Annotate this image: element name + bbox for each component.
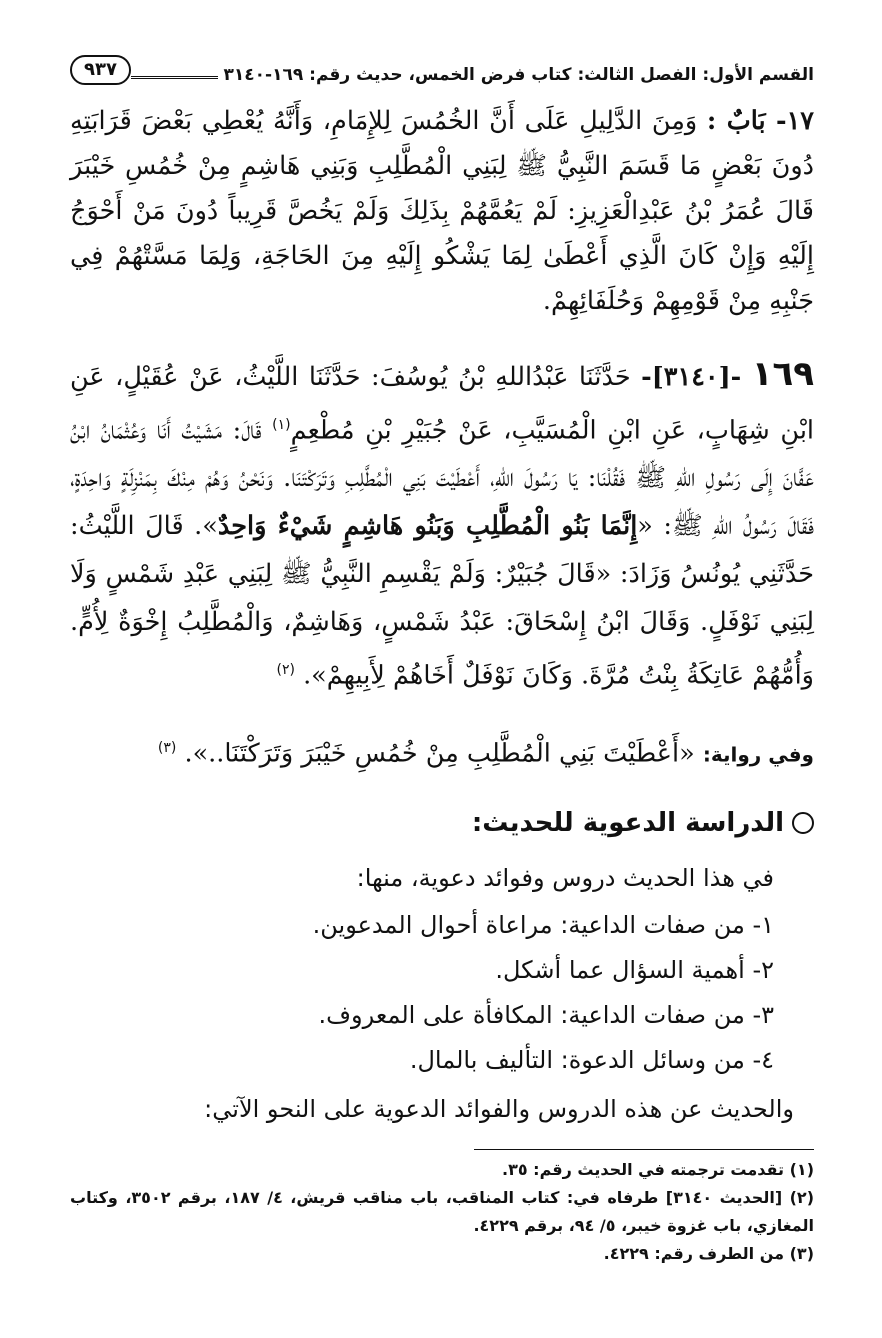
list-item: ٤- من وسائل الدعوة: التأليف بالمال. — [409, 1046, 774, 1074]
header-divider — [131, 72, 218, 79]
book-page — [70, 55, 814, 1268]
lessons-list — [70, 903, 774, 1083]
hadith-isnad: حَدَّثَنَا عَبْدُاللهِ بْنُ يُوسُفَ: حَدَّثَنَا اللَّيْثُ، عَنْ عُقَيْلٍ، عَنِ ابْنِ شِهَابٍ، عَنِ ابْنِ الْمُسَيَّبِ، عَنْ جُبَيْرِ بْنِ مُطْعِمٍ — [70, 361, 814, 445]
study-intro: في هذا الحديث دروس وفوائد دعوية، منها: — [356, 864, 774, 892]
footnotes — [70, 1156, 814, 1268]
list-item: ٣- من صفات الداعية: المكافأة على المعروف. — [318, 1001, 774, 1029]
hadith-ref: -[٣١٤٠]- — [641, 361, 742, 392]
study-section-title — [70, 803, 814, 843]
footnote-ref-1: (١) — [272, 416, 291, 433]
riwaya-text: «أَعْطَيْتَ بَنِي الْمُطَّلِبِ مِنْ خُمُسِ خَيْبَرَ وَتَرَكْتَنَا..». — [184, 738, 695, 769]
running-title: القسم الأول: الفصل الثالث: كتاب فرض الخمس، حديث رقم: ١٦٩-٣١٤٠ — [223, 65, 814, 85]
hadith-text-continued: ». قَالَ اللَّيْثُ: حَدَّثَنِي يُونُسُ وَزَادَ: «قَالَ جُبَيْرٌ: وَلَمْ يَقْسِمِ النَّبِيُّ ﷺ لِبَنِي عَبْدِ شَمْسٍ وَلَا لِبَنِي نَوْفَلٍ. وَقَالَ ابْنُ إِسْحَاقَ: عَبْدُ شَمْسٍ، وَهَاشِمٌ، وَالْمُطَّلِبُ إِخْوَةٌ لِأُمٍّ. وَأُمُّهُمْ عَاتِكَةُ بِنْتُ مُرَّةَ. وَكَانَ نَوْفَلٌ أَخَاهُمْ لِأَبِيهِمْ». — [70, 511, 814, 691]
hadith-paragraph — [70, 350, 814, 700]
running-header — [70, 55, 814, 85]
bab-heading: ١٧- بَابٌ : — [706, 106, 814, 136]
bab-paragraph — [70, 99, 814, 324]
footnote-1: (١) تقدمت ترجمته في الحديث رقم: ٣٥. — [502, 1160, 814, 1179]
circle-bullet-icon — [792, 812, 814, 834]
study-title-text: الدراسة الدعوية للحديث: — [471, 808, 784, 838]
riwaya-label: وفي رواية: — [702, 742, 814, 767]
riwaya-line — [70, 725, 814, 778]
footnote-2: (٢) [الحديث ٣١٤٠] طرفاه في: كتاب المناقب، باب مناقب قريش، ٤/ ١٨٧، برقم ٣٥٠٢، وكتاب المغازي، باب غزوة خيبر، ٥/ ٩٤، برقم ٤٢٢٩. — [70, 1188, 814, 1235]
study-closing: والحديث عن هذه الدروس والفوائد الدعوية على النحو الآتي: — [204, 1095, 794, 1123]
footnote-divider — [474, 1149, 814, 1150]
footnote-ref-3: (٣) — [157, 740, 177, 756]
prophet-saying: إِنَّمَا بَنُو الْمُطَّلِبِ وَبَنُو هَاشِمٍ شَيْءٌ وَاحِدٌ — [217, 511, 638, 541]
footnote-3: (٣) من الطرف رقم: ٤٢٢٩. — [603, 1244, 814, 1263]
hadith-text: قَالَ: مَشَيْتُ أَنَا وَعُثْمَانُ ابْنُ عَفَّانَ إِلَى رَسُولِ اللهِ ﷺ فَقُلْنَا: يَا رَسُولَ اللهِ، أَعْطَيْتَ بَنِي الْمُطَّلِبِ وَتَرَكْتَنَا. وَنَحْنُ وَهُمْ مِنْكَ بِمَنْزِلَةٍ وَاحِدَةٍ، فَقَالَ رَسُولُ اللهِ ﷺ: « — [70, 415, 815, 541]
list-item: ١- من صفات الداعية: مراعاة أحوال المدعوين. — [312, 911, 774, 939]
footnote-ref-2: (٢) — [276, 662, 295, 678]
hadith-number: ١٦٩ — [751, 353, 815, 394]
bab-text: وَمِنَ الدَّلِيلِ عَلَى أَنَّ الخُمُسَ لِلإِمَامِ، وَأَنَّهُ يُعْطِي بَعْضَ قَرَابَتِهِ دُونَ بَعْضٍ مَا قَسَمَ النَّبِيُّ ﷺ لِبَنِي الْمُطَّلِبِ وَبَنِي هَاشِمٍ مِنْ خُمُسِ خَيْبَرَ قَالَ عُمَرُ بْنُ عَبْدِالْعَزِيزِ: لَمْ يَعُمَّهُمْ بِذَلِكَ وَلَمْ يَخُصَّ قَرِيباً دُونَ مَنْ أَحْوَجُ إِلَيْهِ وَإِنْ كَانَ الَّذِي أَعْطَىٰ لِمَا يَشْكُو إِلَيْهِ مِنَ الحَاجَةِ، وَلِمَا مَسَّتْهُمْ فِي جَنْبِهِ مِنْ قَوْمِهِمْ وَحُلَفَائِهِمْ. — [70, 106, 814, 316]
list-item: ٢- أهمية السؤال عما أشكل. — [495, 956, 774, 984]
page-number-badge: ٩٣٧ — [70, 55, 131, 85]
